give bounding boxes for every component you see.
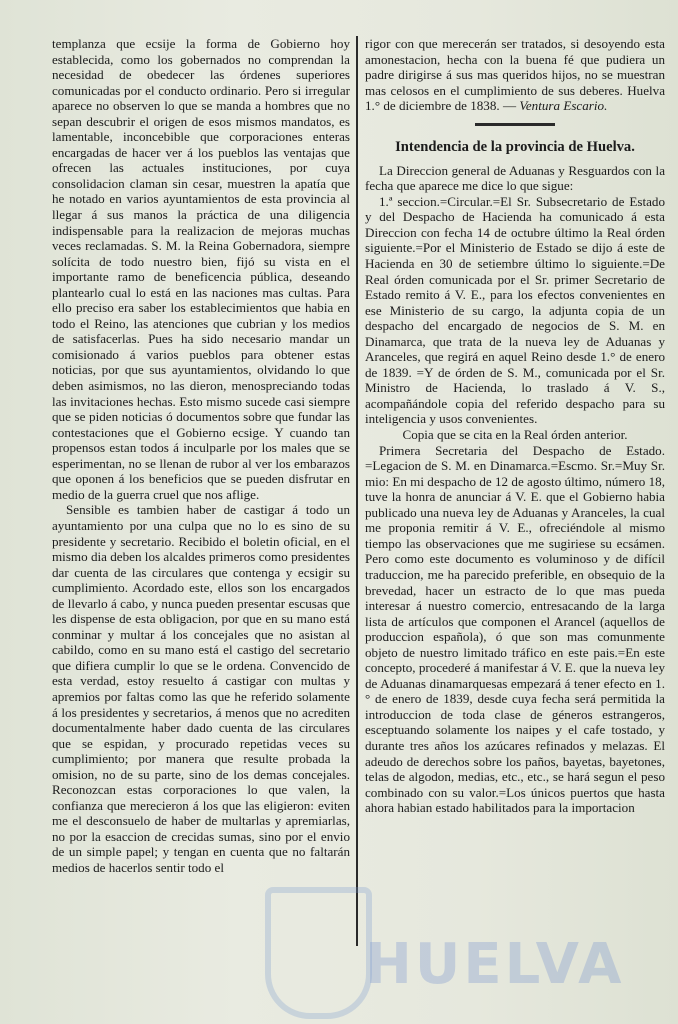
right-closing-paragraph: Primera Secretaria del Despacho de Estado. =Legacion de S. M. en Dinamarca.=Escmo. Sr.=Muy Sr. mio: En mi despacho de 12 de agosto último, número 18, tuve la honra de anunciar á V. E. que el Gobierno habia publicado una nueva ley de Aduanas y Aranceles, la cual me proponia remitir á V. E., ofreciéndole al mismo tiempo las observaciones que me sugiriese su ecsámen. Pero como este documento es voluminoso y de difícil traduccion, me ha parecido preferible, en obsequio de la brevedad, hacer un estracto de lo que mas pueda interesar á nuestro comercio, entresacando de la larga lista de artículos que componen el Arancel (aquellos de produccion española), ó que son mas comunmente objeto de nuestro limitado tráfico en este pais.=En este concepto, procederé á manifestar á V. E. que la nueva ley de Aduanas dinamarquesas empezará á tener efecto en 1.° de enero de 1839, desde cuya fecha será permitida la introduccion de toda clase de géneros estrangeros, esceptuando solamente los naipes y el cafe tostado, y durante tres años los azúcares refinados y melazas. El adeudo de derechos sobre los paños, bayetas, bayetones, telas de algodon, medias, etc., etc., se hará segun el peso combinado con su valor.=Los únicos puertos que hasta ahora habian estado habilitados para la importacion [365, 442, 665, 816]
right-column [365, 36, 665, 816]
left-column [52, 36, 350, 876]
section-heading: Intendencia de la provincia de Huelva. [395, 138, 635, 155]
left-paragraph-1: templanza que ecsije la forma de Gobierno hoy establecida, como los gobernados no comprendan la necesidad de obedecer las órdenes superiores comunicadas por el conducto ordinario. Pero si irregular aparece no observen lo que se manda a hombres que no sepan descubrir el origen de esos mismos mandatos, es lamentable, inconcebible que corporaciones enteras encargadas de hacer ver á los pueblos las ventajas que ofrecen las actuales instituciones, por cuya consolidacion claman sin cesar, muestren la apatía que he notado en varios ayuntamientos de esta provincia al llegar á sus manos la práctica de una diligencia indispensable para la realizacion de mejoras muchas veces reclamadas. S. M. la Reina Gobernadora, siempre solícita de todo nuestro bien, fijó su vista en el importante ramo de beneficencia pública, deseando plantearlo cual lo está en las naciones mas cultas. Para ello preciso era saber los establecimientos que habia en todo el Reino, las atenciones que cubrian y los medios de satisfacerlas. Pues ha sido necesario mandar un comisionado á varios pueblos para obtener estas noticias, por que sus ayuntamientos, olvidando lo que deben asimismos, no las dieron, menospreciando todas las invitaciones hechas. Esto mismo sucede casi siempre que se piden noticias ó documentos sobre que fundar las contestaciones que el Gobierno ecsige. Y cuando tan propensos estan todos á inculparle por los males que se esperimentan, no se llenan de rubor al ver los embarazos que oponen á los beneficios que se pueden disfrutar en medio de la guerra cruel que nos aflige. [52, 36, 350, 502]
right-paragraph-1: La Direccion general de Aduanas y Resguardos con la fecha que aparece me dice lo que sigue: [365, 162, 665, 194]
right-paragraph-2: 1.ª seccion.=Circular.=El Sr. Subsecretario de Estado y del Despacho de Hacienda ha comunicado á esta Direccion con fecha 14 de octubre último la Real órden siguiente.=Por el Ministerio de Estado se dijo á este de Hacienda en 30 de setiembre último lo siguiente.=De Real órden comunicada por el Sr. primer Secretario de Estado remito á V. E., para los efectos convenientes en ese Ministerio de su cargo, la adjunta copia de un despacho del encargado de negocios de S. M. en Dinamarca, que trata de la nueva ley de Aduanas y Aranceles, que regirá en aquel Reino desde 1.° de enero de 1839. =Y de órden de S. M., comunicada por el Sr. Ministro de Hacienda, lo traslado á V. S., acompañándole copia del referido despacho para su inteligencia y usos convenientes. [365, 193, 665, 427]
left-paragraph-2: Sensible es tambien haber de castigar á todo un ayuntamiento por una culpa que no lo es sino de su presidente y secretario. Recibido el boletin oficial, en el mismo dia deben los alcaldes primeros como presidentes dar cuenta de las circulares que contenga y ecsigir su cumplimiento. Acordado este, ellos son los encargados de llevarlo á cabo, y nunca pueden presentar escusas que les dispense de esta obligacion, por que en su mano está conminar y multar á los concejales que no asistan al cabildo, como en su mano está el castigo del secretario que difiera cumplir lo que se le ordena. Convencido de esta verdad, estoy resuelto á castigar con multas y apremios por faltas como las que he referido solamente á los presidentes y secretarios, á menos que no acrediten documentalmente haber dado cuenta de las circulares que se espidan, y procurado repetidas veces su cumplimiento; por manera que resulte probada la omision, no de su parte, sino de los demas concejales. Reconozcan estas corporaciones lo que valen, la confianza que merecieron á los que las eligieron: eviten me el desconsuelo de haber de multarlas y apremiarlas, no por la esaccion de crecidas sumas, sino por el envio de un simple papel; y tengan en cuenta que no faltarán medios de hacerlos sentir todo el [52, 502, 350, 875]
watermark-text: HUELVA [365, 932, 625, 997]
section-rule [475, 123, 555, 126]
right-opening-text: rigor con que merecerán ser tratados, si desoyendo esta amonestacion, hecha con la buena fé que pudiera un padre dirigirse á sus mas queridos hijos, no se muestran mas celosos en el cumplimiento de sus deberes. Huelva 1.° de diciembre de 1838. — [365, 36, 665, 114]
shield-icon [265, 887, 372, 1019]
signature: Ventura Escario. [519, 98, 608, 114]
right-opening-paragraph [365, 36, 665, 114]
column-divider [356, 36, 358, 946]
archive-watermark [245, 872, 678, 1024]
copy-subheading: Copia que se cita en la Real órden anterior. [402, 427, 628, 443]
